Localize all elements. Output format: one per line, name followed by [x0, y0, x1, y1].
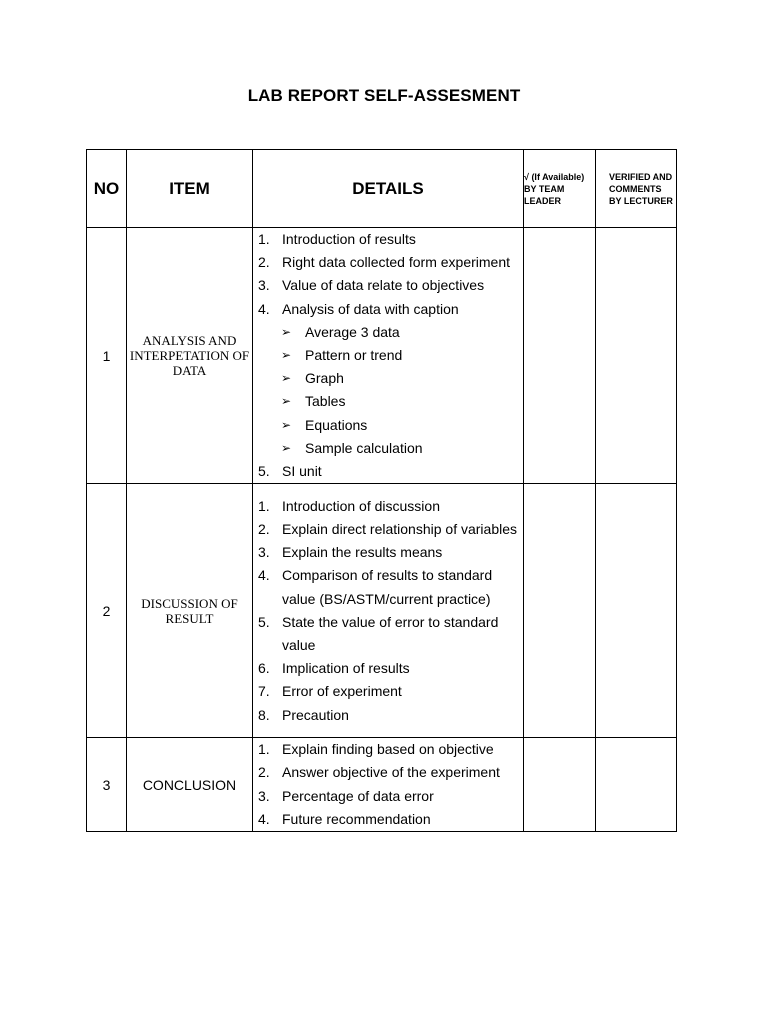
list-item	[253, 495, 523, 518]
table-row	[87, 484, 677, 738]
list-item	[253, 228, 523, 251]
table-row	[87, 228, 677, 484]
list-item-number: 3.	[258, 544, 270, 561]
list-item-text: Explain finding based on objective	[282, 741, 494, 758]
list-item	[253, 390, 523, 413]
list-item-number: 4.	[258, 300, 270, 317]
row-number: 1	[87, 228, 127, 484]
list-item-text: Future recommendation	[282, 810, 431, 827]
list-item	[253, 518, 523, 541]
list-item-number: 2.	[258, 254, 270, 271]
table-row	[87, 738, 677, 832]
row-item: DISCUSSION OF RESULT	[127, 484, 253, 738]
list-item-number: 8.	[258, 706, 270, 723]
list-item	[253, 298, 523, 321]
row-number: 2	[87, 484, 127, 738]
header-team-leader: √ (If Available) BY TEAM LEADER	[524, 150, 596, 228]
list-item-text: Tables	[305, 393, 346, 410]
list-item-number: 4.	[258, 567, 270, 584]
lecturer-comment-cell[interactable]	[596, 484, 677, 738]
list-item-text: Explain the results means	[282, 544, 443, 561]
header-details: DETAILS	[253, 150, 524, 228]
list-item	[253, 761, 523, 784]
list-item-text: Percentage of data error	[282, 787, 434, 804]
row-item: ANALYSIS AND INTERPETATION OF DATA	[127, 228, 253, 484]
list-item	[253, 808, 523, 831]
list-item	[253, 704, 523, 727]
list-item-number: 4.	[258, 810, 270, 827]
header-lecturer: VERIFIED AND COMMENTS BY LECTURER	[596, 150, 677, 228]
lecturer-comment-cell[interactable]	[596, 738, 677, 832]
list-item-number: 6.	[258, 660, 270, 677]
details-list	[253, 738, 523, 831]
row-item: CONCLUSION	[127, 738, 253, 832]
list-item	[253, 344, 523, 367]
list-item-number: 5.	[258, 463, 270, 480]
list-item-text: Graph	[305, 370, 344, 387]
list-item-text: Value of data relate to objectives	[282, 277, 485, 294]
list-item	[253, 785, 523, 808]
list-item-text: Implication of results	[282, 660, 410, 677]
arrow-bullet-icon: ➢	[281, 324, 292, 339]
header-no: NO	[87, 150, 127, 228]
arrow-bullet-icon: ➢	[281, 348, 292, 363]
list-item	[253, 564, 523, 610]
row-number: 3	[87, 738, 127, 832]
list-item	[253, 321, 523, 344]
row-details	[253, 228, 524, 484]
list-item-number: 2.	[258, 520, 270, 537]
team-leader-check-cell[interactable]	[524, 228, 596, 484]
list-item-text: Precaution	[282, 706, 349, 723]
table-header-row	[87, 150, 677, 228]
list-item-text: Average 3 data	[305, 323, 400, 340]
arrow-bullet-icon: ➢	[281, 394, 292, 409]
self-assessment-table	[86, 149, 677, 832]
list-item-text: Comparison of results to standard value (BS/ASTM/current practice)	[282, 567, 493, 607]
list-item	[253, 437, 523, 460]
arrow-bullet-icon: ➢	[281, 440, 292, 455]
list-item	[253, 414, 523, 437]
page-title: LAB REPORT SELF-ASSESMENT	[247, 86, 521, 105]
list-item	[253, 541, 523, 564]
list-item	[253, 611, 523, 657]
list-item	[253, 274, 523, 297]
list-item-text: Equations	[305, 416, 368, 433]
list-item	[253, 738, 523, 761]
list-item-text: Sample calculation	[305, 439, 423, 456]
details-list	[253, 495, 523, 727]
list-item-number: 3.	[258, 787, 270, 804]
list-item-text: Introduction of results	[282, 231, 416, 247]
row-details	[253, 484, 524, 738]
team-leader-check-cell[interactable]	[524, 738, 596, 832]
arrow-bullet-icon: ➢	[281, 417, 292, 432]
list-item-text: Pattern or trend	[305, 347, 403, 364]
list-item	[253, 367, 523, 390]
list-item-text: Answer objective of the experiment	[282, 764, 500, 781]
arrow-bullet-icon: ➢	[281, 371, 292, 386]
list-item	[253, 657, 523, 680]
list-item-text: Error of experiment	[282, 683, 402, 700]
list-item-number: 2.	[258, 764, 270, 781]
list-item-number: 5.	[258, 613, 270, 630]
list-item-text: Explain direct relationship of variables	[282, 520, 518, 537]
lecturer-comment-cell[interactable]	[596, 228, 677, 484]
header-item: ITEM	[127, 150, 253, 228]
list-item-text: State the value of error to standard value	[282, 613, 499, 653]
list-item	[253, 251, 523, 274]
row-details	[253, 738, 524, 832]
list-item	[253, 460, 523, 483]
list-item-text: SI unit	[282, 463, 322, 480]
list-item	[253, 680, 523, 703]
team-leader-check-cell[interactable]	[524, 484, 596, 738]
list-item-number: 3.	[258, 277, 270, 294]
list-item-number: 1.	[258, 497, 270, 514]
details-list	[253, 228, 523, 483]
list-item-text: Introduction of discussion	[282, 497, 440, 514]
list-item-number: 7.	[258, 683, 270, 700]
list-item-number: 1.	[258, 741, 270, 758]
list-item-text: Right data collected form experiment	[282, 254, 510, 271]
list-item-number: 1.	[258, 231, 270, 247]
list-item-text: Analysis of data with caption	[282, 300, 459, 317]
